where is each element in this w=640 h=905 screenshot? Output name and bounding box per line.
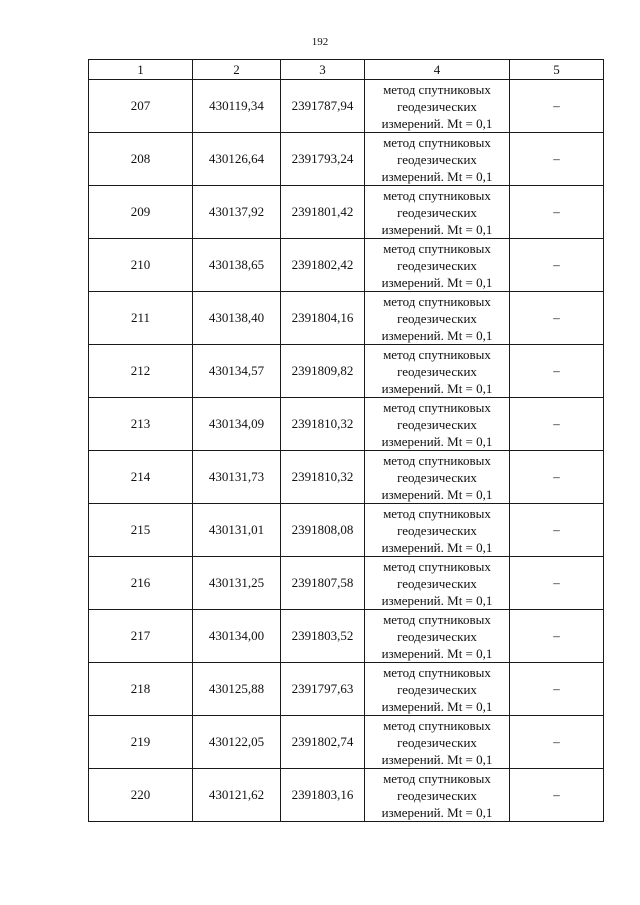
- header-row: [89, 60, 604, 80]
- x-coordinate-cell: 430134,09: [193, 398, 281, 451]
- x-coordinate-cell: 430119,34: [193, 80, 281, 133]
- method-cell: [365, 610, 510, 663]
- table-row: [89, 451, 604, 504]
- y-coordinate-cell: 2391810,32: [281, 398, 365, 451]
- y-coordinate-cell: 2391801,42: [281, 186, 365, 239]
- method-cell: [365, 716, 510, 769]
- method-line: метод спутниковых: [383, 293, 491, 309]
- method-line: измерений. Mt = 0,1: [381, 274, 493, 290]
- method-cell: [365, 398, 510, 451]
- table-row: [89, 239, 604, 292]
- method-line: метод спутниковых: [383, 452, 491, 468]
- table-row: [89, 716, 604, 769]
- point-number-cell: 220: [89, 769, 193, 822]
- method-line: измерений. Mt = 0,1: [381, 380, 493, 396]
- note-cell: –: [510, 504, 604, 557]
- note-cell: –: [510, 292, 604, 345]
- method-line: геодезических: [397, 628, 477, 644]
- method-line: измерений. Mt = 0,1: [381, 698, 493, 714]
- x-coordinate-cell: 430131,73: [193, 451, 281, 504]
- column-header: 5: [510, 60, 604, 80]
- y-coordinate-cell: 2391787,94: [281, 80, 365, 133]
- y-coordinate-cell: 2391797,63: [281, 663, 365, 716]
- method-cell: [365, 345, 510, 398]
- table-row: [89, 557, 604, 610]
- method-line: геодезических: [397, 204, 477, 220]
- method-line: геодезических: [397, 257, 477, 273]
- point-number-cell: 215: [89, 504, 193, 557]
- x-coordinate-cell: 430122,05: [193, 716, 281, 769]
- point-number-cell: 207: [89, 80, 193, 133]
- note-cell: –: [510, 398, 604, 451]
- method-cell: [365, 133, 510, 186]
- point-number-cell: 210: [89, 239, 193, 292]
- method-line: метод спутниковых: [383, 558, 491, 574]
- method-line: метод спутниковых: [383, 187, 491, 203]
- method-line: измерений. Mt = 0,1: [381, 168, 493, 184]
- column-header: 3: [281, 60, 365, 80]
- note-cell: –: [510, 716, 604, 769]
- note-cell: –: [510, 186, 604, 239]
- point-number-cell: 217: [89, 610, 193, 663]
- table-body: [89, 80, 604, 822]
- method-line: измерений. Mt = 0,1: [381, 539, 493, 555]
- note-cell: –: [510, 610, 604, 663]
- method-line: метод спутниковых: [383, 505, 491, 521]
- x-coordinate-cell: 430137,92: [193, 186, 281, 239]
- table-row: [89, 398, 604, 451]
- note-cell: –: [510, 557, 604, 610]
- method-line: геодезических: [397, 734, 477, 750]
- table-row: [89, 663, 604, 716]
- note-cell: –: [510, 345, 604, 398]
- x-coordinate-cell: 430131,25: [193, 557, 281, 610]
- y-coordinate-cell: 2391802,74: [281, 716, 365, 769]
- page-number: 192: [311, 36, 329, 48]
- y-coordinate-cell: 2391804,16: [281, 292, 365, 345]
- x-coordinate-cell: 430138,65: [193, 239, 281, 292]
- method-line: измерений. Mt = 0,1: [381, 115, 493, 131]
- table-row: [89, 186, 604, 239]
- y-coordinate-cell: 2391809,82: [281, 345, 365, 398]
- method-line: метод спутниковых: [383, 717, 491, 733]
- point-number-cell: 209: [89, 186, 193, 239]
- method-cell: [365, 557, 510, 610]
- x-coordinate-cell: 430134,57: [193, 345, 281, 398]
- method-line: метод спутниковых: [383, 81, 491, 97]
- method-line: измерений. Mt = 0,1: [381, 592, 493, 608]
- column-header: 1: [89, 60, 193, 80]
- y-coordinate-cell: 2391810,32: [281, 451, 365, 504]
- point-number-cell: 214: [89, 451, 193, 504]
- note-cell: –: [510, 663, 604, 716]
- method-line: геодезических: [397, 416, 477, 432]
- method-line: геодезических: [397, 575, 477, 591]
- method-line: геодезических: [397, 151, 477, 167]
- method-line: геодезических: [397, 363, 477, 379]
- y-coordinate-cell: 2391807,58: [281, 557, 365, 610]
- method-line: измерений. Mt = 0,1: [381, 433, 493, 449]
- note-cell: –: [510, 451, 604, 504]
- point-number-cell: 213: [89, 398, 193, 451]
- method-line: геодезических: [397, 681, 477, 697]
- method-line: измерений. Mt = 0,1: [381, 327, 493, 343]
- method-line: метод спутниковых: [383, 134, 491, 150]
- column-header: 4: [365, 60, 510, 80]
- method-line: геодезических: [397, 787, 477, 803]
- y-coordinate-cell: 2391803,52: [281, 610, 365, 663]
- x-coordinate-cell: 430131,01: [193, 504, 281, 557]
- method-line: измерений. Mt = 0,1: [381, 221, 493, 237]
- method-line: метод спутниковых: [383, 240, 491, 256]
- method-line: геодезических: [397, 522, 477, 538]
- method-line: метод спутниковых: [383, 399, 491, 415]
- method-cell: [365, 504, 510, 557]
- point-number-cell: 216: [89, 557, 193, 610]
- method-cell: [365, 663, 510, 716]
- y-coordinate-cell: 2391793,24: [281, 133, 365, 186]
- table-row: [89, 504, 604, 557]
- table-row: [89, 80, 604, 133]
- method-cell: [365, 769, 510, 822]
- note-cell: –: [510, 769, 604, 822]
- method-line: измерений. Mt = 0,1: [381, 486, 493, 502]
- method-line: метод спутниковых: [383, 346, 491, 362]
- method-line: измерений. Mt = 0,1: [381, 645, 493, 661]
- note-cell: –: [510, 80, 604, 133]
- table-row: [89, 292, 604, 345]
- x-coordinate-cell: 430138,40: [193, 292, 281, 345]
- point-number-cell: 211: [89, 292, 193, 345]
- method-cell: [365, 186, 510, 239]
- column-header: 2: [193, 60, 281, 80]
- method-line: геодезических: [397, 98, 477, 114]
- method-line: измерений. Mt = 0,1: [381, 751, 493, 767]
- note-cell: –: [510, 133, 604, 186]
- method-line: геодезических: [397, 469, 477, 485]
- point-number-cell: 219: [89, 716, 193, 769]
- point-number-cell: 218: [89, 663, 193, 716]
- table-row: [89, 610, 604, 663]
- method-line: геодезических: [397, 310, 477, 326]
- x-coordinate-cell: 430125,88: [193, 663, 281, 716]
- point-number-cell: 208: [89, 133, 193, 186]
- x-coordinate-cell: 430134,00: [193, 610, 281, 663]
- point-number-cell: 212: [89, 345, 193, 398]
- x-coordinate-cell: 430126,64: [193, 133, 281, 186]
- coordinates-table: [88, 59, 604, 822]
- y-coordinate-cell: 2391808,08: [281, 504, 365, 557]
- method-line: измерений. Mt = 0,1: [381, 804, 493, 820]
- method-line: метод спутниковых: [383, 664, 491, 680]
- method-cell: [365, 451, 510, 504]
- method-cell: [365, 239, 510, 292]
- method-line: метод спутниковых: [383, 770, 491, 786]
- table-row: [89, 133, 604, 186]
- table-row: [89, 345, 604, 398]
- note-cell: –: [510, 239, 604, 292]
- x-coordinate-cell: 430121,62: [193, 769, 281, 822]
- y-coordinate-cell: 2391802,42: [281, 239, 365, 292]
- method-line: метод спутниковых: [383, 611, 491, 627]
- method-cell: [365, 292, 510, 345]
- y-coordinate-cell: 2391803,16: [281, 769, 365, 822]
- table-row: [89, 769, 604, 822]
- method-cell: [365, 80, 510, 133]
